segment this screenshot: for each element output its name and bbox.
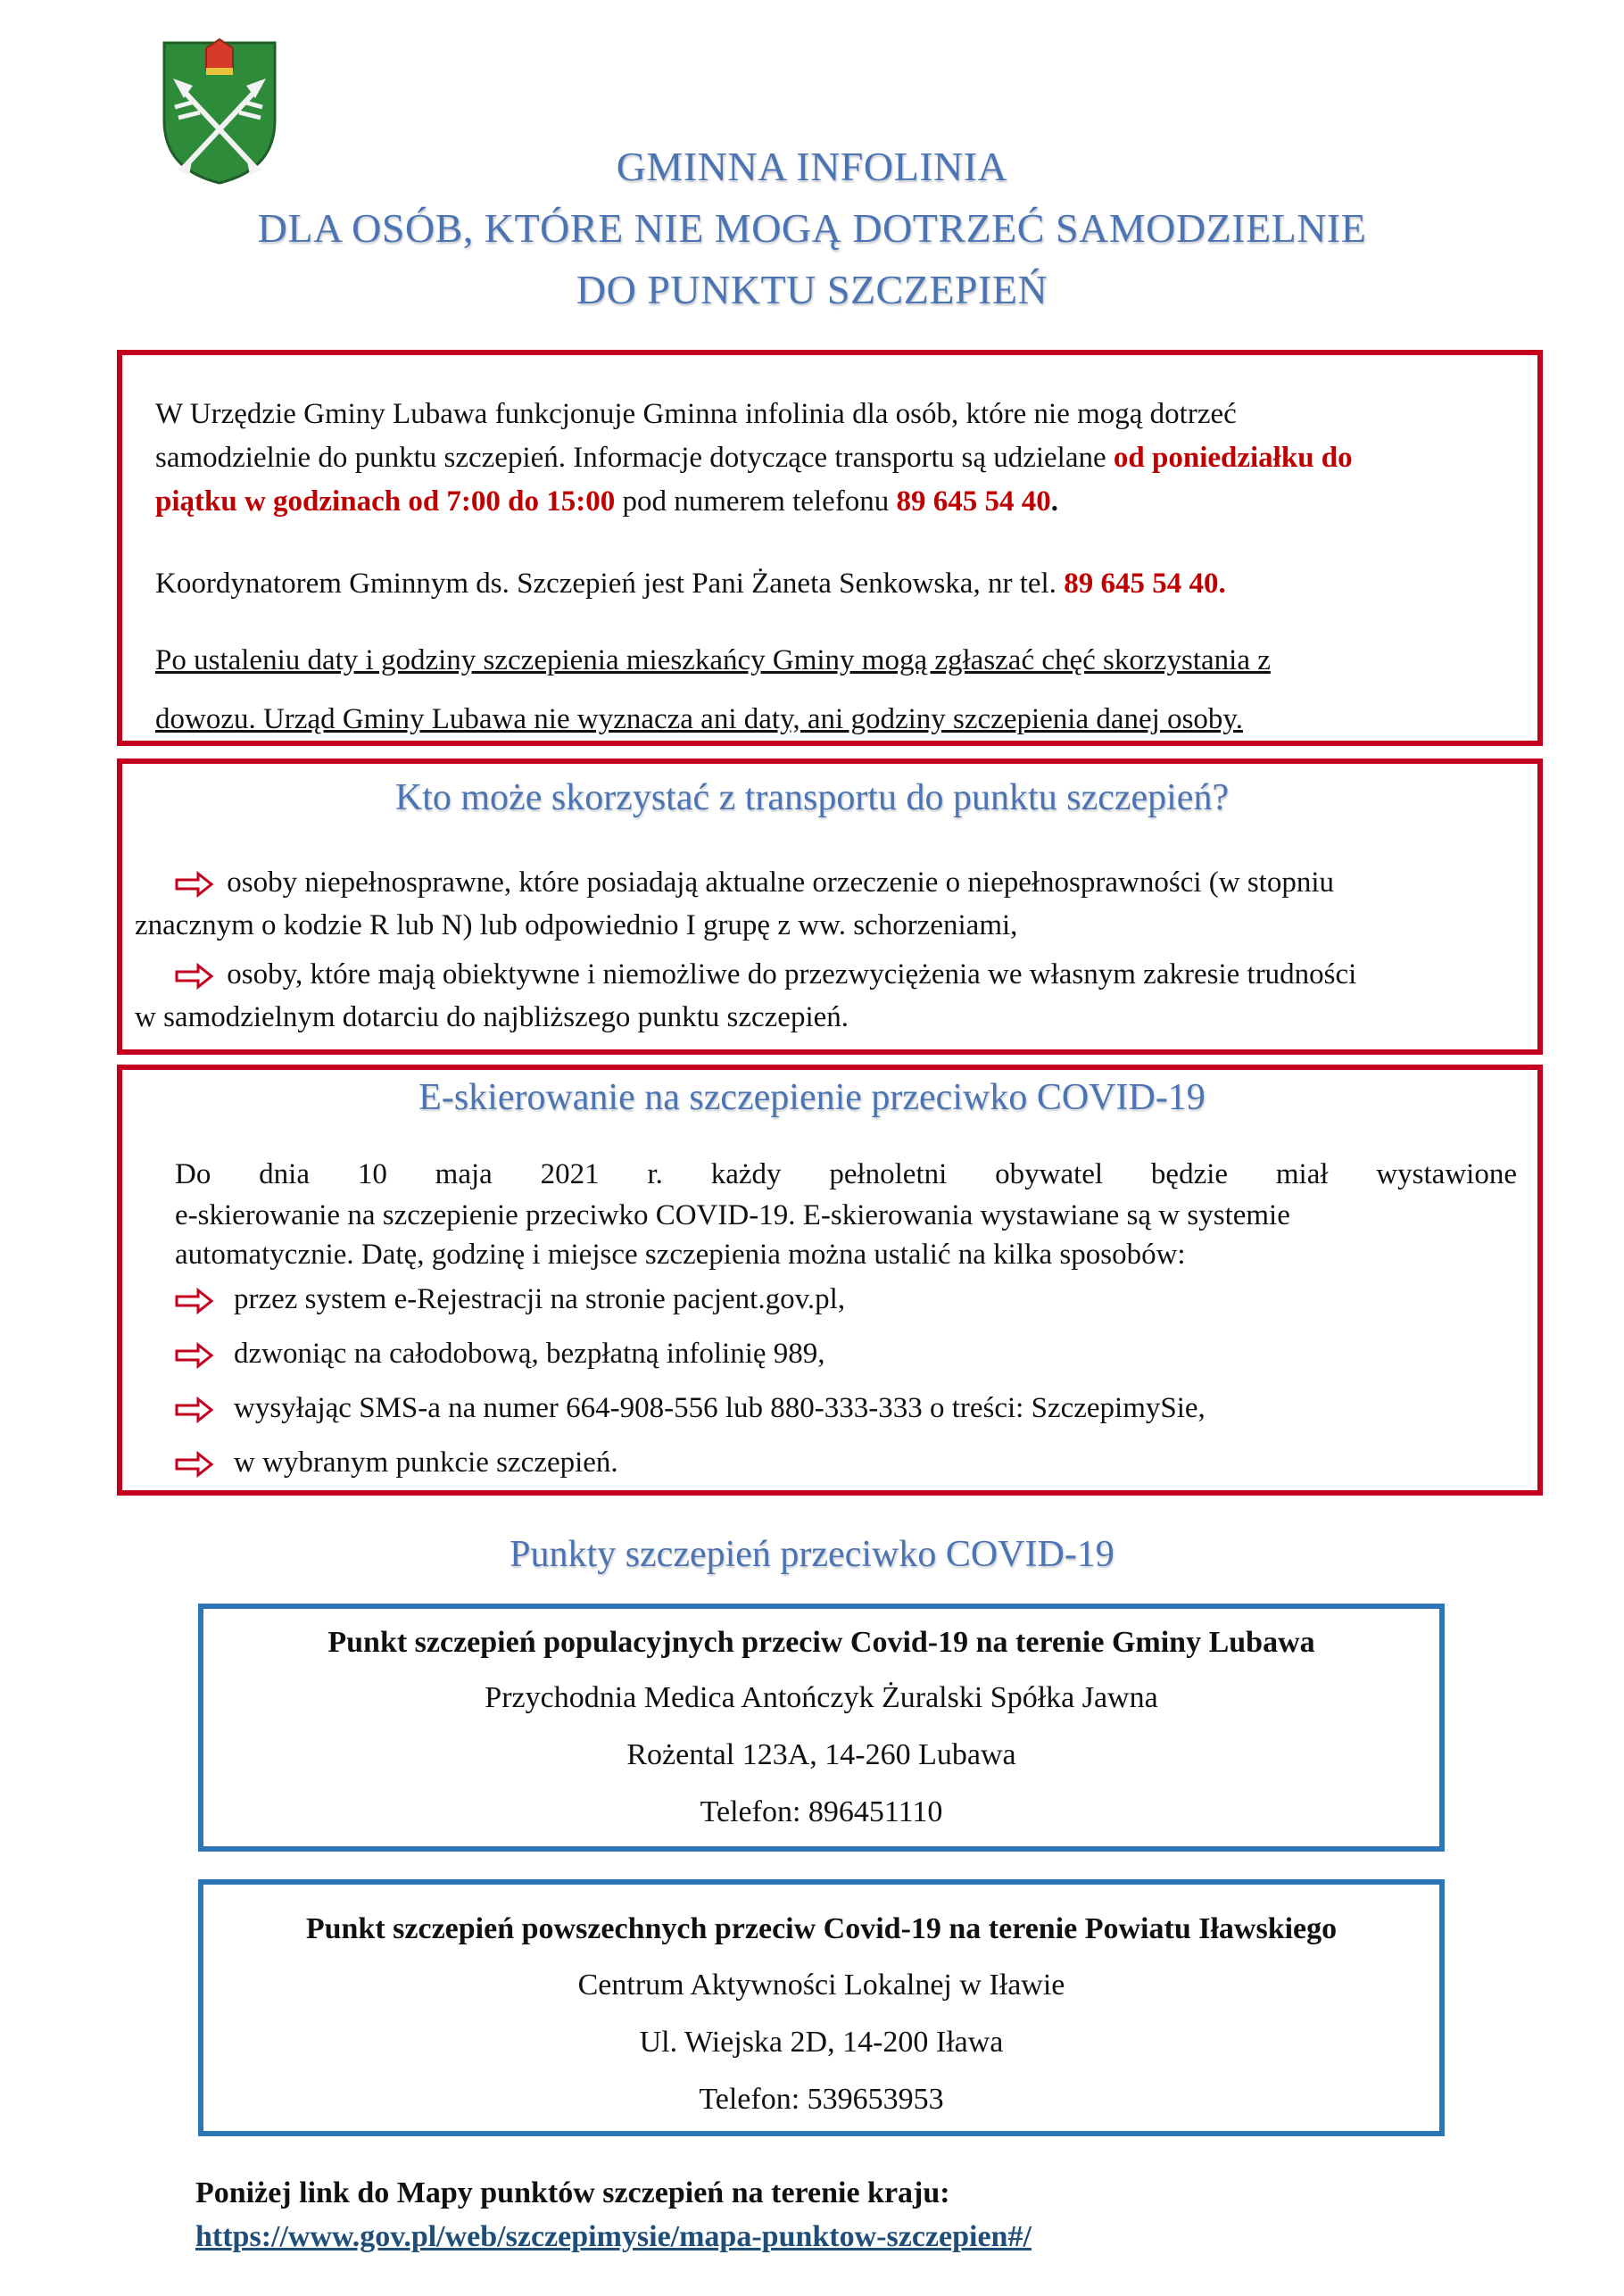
eskier-para-word: maja: [435, 1158, 493, 1190]
map-link[interactable]: https://www.gov.pl/web/szczepimysie/mapa-punktow-szczepien#/: [195, 2220, 1032, 2253]
transport-note-line-1: Po ustaleniu daty i godziny szczepienia mieszkańcy Gminy mogą zgłaszać chęć skorzystania z: [155, 644, 1271, 676]
eskier-list-item: [175, 1278, 845, 1321]
eskier-para-word: pełnoletni: [829, 1158, 948, 1190]
point-1-title: Punkt szczepień populacyjnych przeciw Covid-19 na terenie Gminy Lubawa: [327, 1626, 1315, 1659]
coordinator-line: Koordynatorem Gminnym ds. Szczepień jest Pani Żaneta Senkowska, nr tel. 89 645 54 40.: [155, 568, 1226, 600]
eskier-para-line-1: [175, 1153, 1517, 1196]
who-heading: Kto może skorzystać z transportu do punktu szczepień?: [394, 777, 1230, 818]
eskier-para-word: Do: [175, 1158, 211, 1190]
eskier-para-word: obywatel: [995, 1158, 1104, 1190]
point-2-name: Centrum Aktywności Lokalnej w Iławie: [577, 1969, 1065, 2002]
transport-note-line-2: dowozu. Urząd Gminy Lubawa nie wyznacza ani daty, ani godziny szczepienia danej osoby.: [155, 703, 1244, 735]
eskier-para-word: r.: [647, 1158, 663, 1190]
arrow-right-outline-icon: [175, 871, 214, 898]
eskier-para-line-3: automatycznie. Datę, godzinę i miejsce szczepienia można ustalić na kilka sposobów:: [175, 1239, 1186, 1271]
eskier-para-word: dnia: [259, 1158, 310, 1190]
who-item-2: osoby, które mają obiektywne i niemożliwe do przezwyciężenia we własnym zakresie trudności: [175, 953, 1356, 996]
eskier-para-word: będzie: [1150, 1158, 1229, 1190]
eskier-list-item: [175, 1387, 1206, 1430]
eskier-para-word: 2021: [540, 1158, 600, 1190]
intro-line-1: W Urzędzie Gminy Lubawa funkcjonuje Gminna infolinia dla osób, które nie mogą dotrzeć: [155, 398, 1237, 430]
arrow-right-outline-icon: [175, 1342, 214, 1369]
map-link-label: Poniżej link do Mapy punktów szczepień na terenie kraju:: [195, 2176, 950, 2209]
hours-highlight: od poniedziałku do: [1113, 442, 1353, 474]
who-item-2-cont: w samodzielnym dotarciu do najbliższego punktu szczepień.: [135, 1001, 849, 1033]
eskier-list-item: [175, 1441, 618, 1484]
eskier-heading: E-skierowanie na szczepienie przeciwko COVID-19: [418, 1077, 1206, 1118]
point-2-address: Ul. Wiejska 2D, 14-200 Iława: [639, 2026, 1004, 2059]
arrow-right-outline-icon: [175, 963, 214, 990]
intro-line-3: piątku w godzinach od 7:00 do 15:00 pod numerem telefonu 89 645 54 40.: [155, 485, 1059, 518]
arrow-right-outline-icon: [175, 1288, 214, 1314]
arrow-right-outline-icon: [175, 1451, 214, 1478]
eskier-para-word: każdy: [710, 1158, 782, 1190]
point-1-phone: Telefon: 896451110: [700, 1795, 943, 1828]
eskier-para-word: wystawione: [1376, 1158, 1517, 1190]
who-item-1: osoby niepełnosprawne, które posiadają aktualne orzeczenie o niepełnosprawności (w stopniu: [175, 861, 1334, 904]
arrow-right-outline-icon: [175, 1397, 214, 1423]
who-item-1-cont: znacznym o kodzie R lub N) lub odpowiednio I grupę z ww. schorzeniami,: [135, 909, 1018, 941]
points-heading: Punkty szczepień przeciwko COVID-19: [510, 1534, 1114, 1575]
title-line-1: GMINNA INFOLINIA: [616, 144, 1008, 189]
point-2-title: Punkt szczepień powszechnych przeciw Covid-19 na terenie Powiatu Iławskiego: [305, 1912, 1338, 1945]
title-line-2: DLA OSÓB, KTÓRE NIE MOGĄ DOTRZEĆ SAMODZIELNIE: [257, 205, 1367, 251]
intro-line-2: samodzielnie do punktu szczepień. Informacje dotyczące transportu są udzielane od poniedziałku do: [155, 442, 1353, 474]
point-1-name: Przychodnia Medica Antończyk Żuralski Spółka Jawna: [485, 1681, 1158, 1714]
eskier-para-word: 10: [357, 1158, 387, 1190]
title-line-3: DO PUNKTU SZCZEPIEŃ: [576, 267, 1048, 312]
phone-highlight: 89 645 54 40: [896, 485, 1051, 518]
eskier-list-item: [175, 1332, 825, 1375]
eskier-list-item-text: wysyłając SMS-a na numer 664-908-556 lub 880-333-333 o treści: SzczepimySie,: [234, 1392, 1206, 1424]
eskier-para-word: miał: [1275, 1158, 1329, 1190]
point-2-phone: Telefon: 539653953: [699, 2083, 944, 2116]
eskier-list-item-text: w wybranym punkcie szczepień.: [234, 1446, 618, 1479]
point-1-address: Rożental 123A, 14-260 Lubawa: [626, 1738, 1016, 1771]
eskier-para-line-2: e-skierowanie na szczepienie przeciwko COVID-19. E-skierowania wystawiane są w systemie: [175, 1199, 1290, 1231]
eskier-list-item-text: przez system e-Rejestracji na stronie pacjent.gov.pl,: [234, 1283, 846, 1315]
eskier-list-item-text: dzwoniąc na całodobową, bezpłatną infolinię 989,: [234, 1338, 825, 1370]
